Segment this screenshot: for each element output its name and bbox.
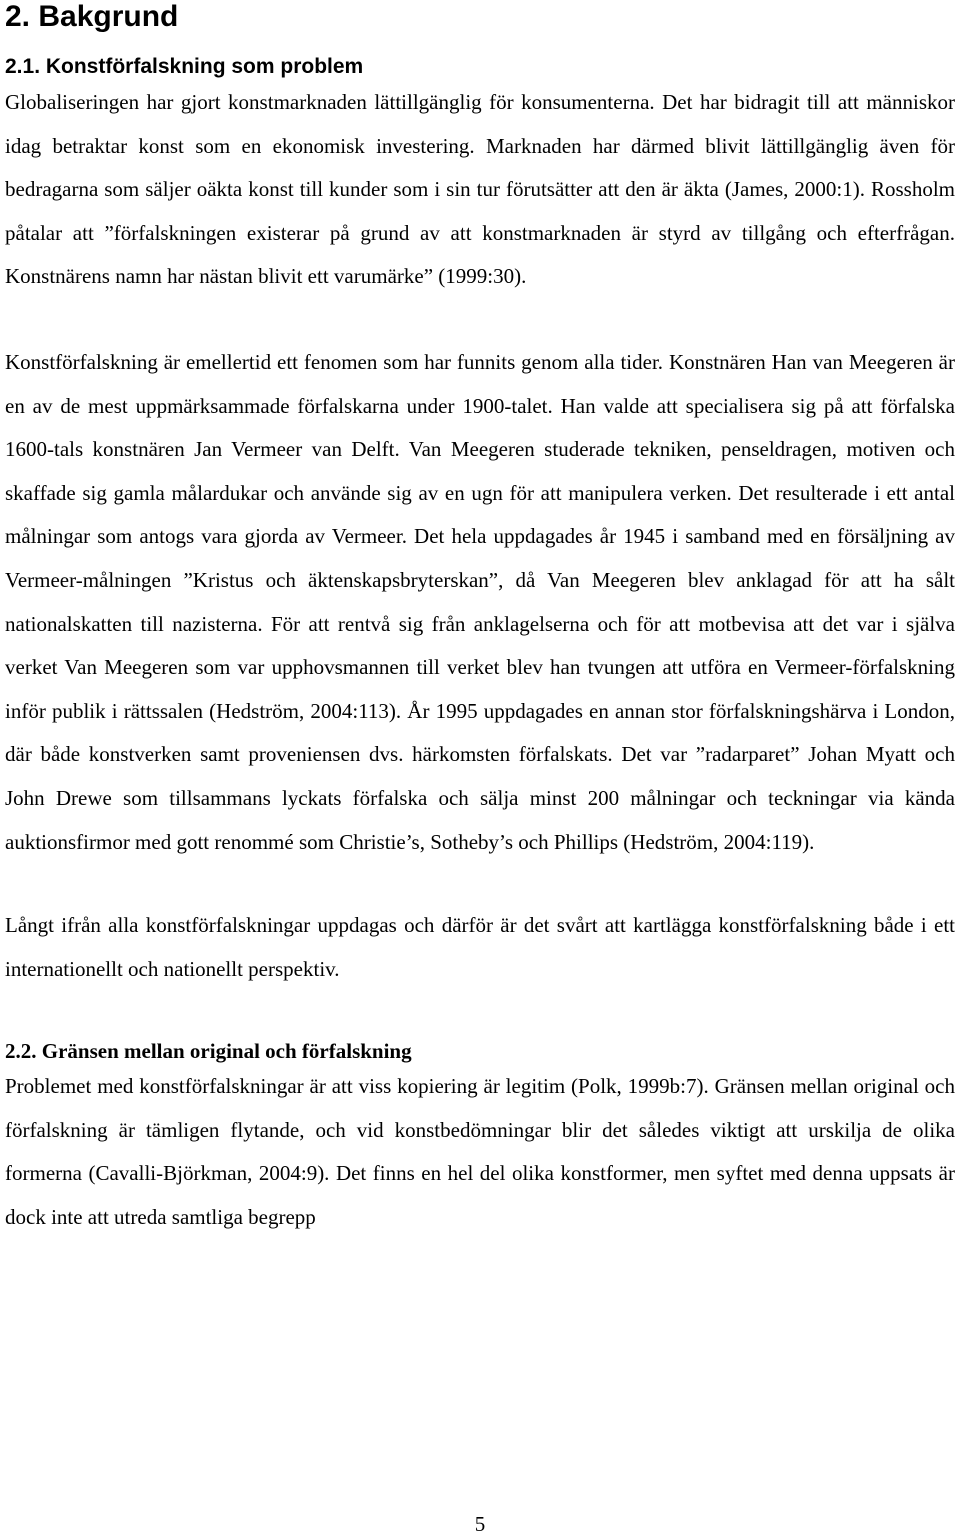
paragraph-1: Globaliseringen har gjort konstmarknaden lättillgänglig för konsumenterna. Det har bidragit till att människor idag betraktar konst som en ekonomisk investering. Marknaden har därmed blivit lättillgänglig även för bedragarna som säljer oäkta konst till kunder som i sin tur förutsätter att den är äkta (James, 2000:1). Rossholm påtalar att ”förfalskningen existerar på grund av att konstmarknaden är styrd av tillgång och efterfrågan. Konstnärens namn har nästan blivit ett varumärke” (1999:30). bbox=[5, 90, 955, 289]
paragraph-2: Konstförfalskning är emellertid ett fenomen som har funnits genom alla tider. Konstnären Han van Meegeren är en av de mest uppmärksammade förfalskarna under 1900-talet. Han valde att specialisera sig på att förfalska 1600-tals konstnären Jan Vermeer van Delft. Van Meegeren studerade tekniken, penseldragen, motiven och skaffade sig gamla målardukar och använde sig av en ugn för att manipulera verken. Det resulterade i ett antal målningar som antogs vara gjorda av Vermeer. Det hela uppdagades år 1945 i samband med en försäljning av Vermeer-målningen ”Kristus och äktenskapsbryterskan”, då Van Meegeren blev anklagad för att ha sålt nationalskatten till nazisterna. För att rentvå sig från anklagelserna och för att motbevisa att det var i själva verket Van Meegeren som var upphovsmannen till verket blev han tvungen att utföra en Vermeer-förfalskning inför publik i rättssalen (Hedström, 2004:113). År 1995 uppdagades en annan stor förfalskningshärva i London, där både konstverken samt proveniensen dvs. härkomsten förfalskats. Det var ”radarparet” Johan Myatt och John Drewe som tillsammans lyckats förfalska och sälja minst 200 målningar och teckningar via kända auktionsfirmor med gott renommé som Christie’s, Sotheby’s och Phillips (Hedström, 2004:119). bbox=[5, 349, 955, 854]
paragraph-gap bbox=[5, 299, 955, 341]
section-heading-2-2: 2.2. Gränsen mellan original och förfalskning bbox=[5, 1039, 412, 1064]
paragraph-gap bbox=[5, 864, 955, 904]
paragraph-3: Långt ifrån alla konstförfalskningar uppdagas och därför är det svårt att kartlägga konstförfalskning både i ett internationellt och nationellt perspektiv. bbox=[5, 913, 955, 981]
chapter-heading: 2. Bakgrund bbox=[5, 0, 179, 33]
document-page bbox=[5, 0, 955, 1240]
page-number: 5 bbox=[474, 1512, 486, 1536]
section-gap bbox=[5, 991, 955, 1037]
paragraph-4: Problemet med konstförfalskningar är att viss kopiering är legitim (Polk, 1999b:7). Gränsen mellan original och förfalskning är tämligen flytande, och vid konstbedömningar blir det således viktigt att urskilja de olika formerna (Cavalli-Björkman, 2004:9). Det finns en hel del olika konstformer, men syftet med denna uppsats är dock inte att utreda samtliga begrepp bbox=[5, 1074, 955, 1230]
section-heading-2-1: 2.1. Konstförfalskning som problem bbox=[5, 55, 364, 78]
